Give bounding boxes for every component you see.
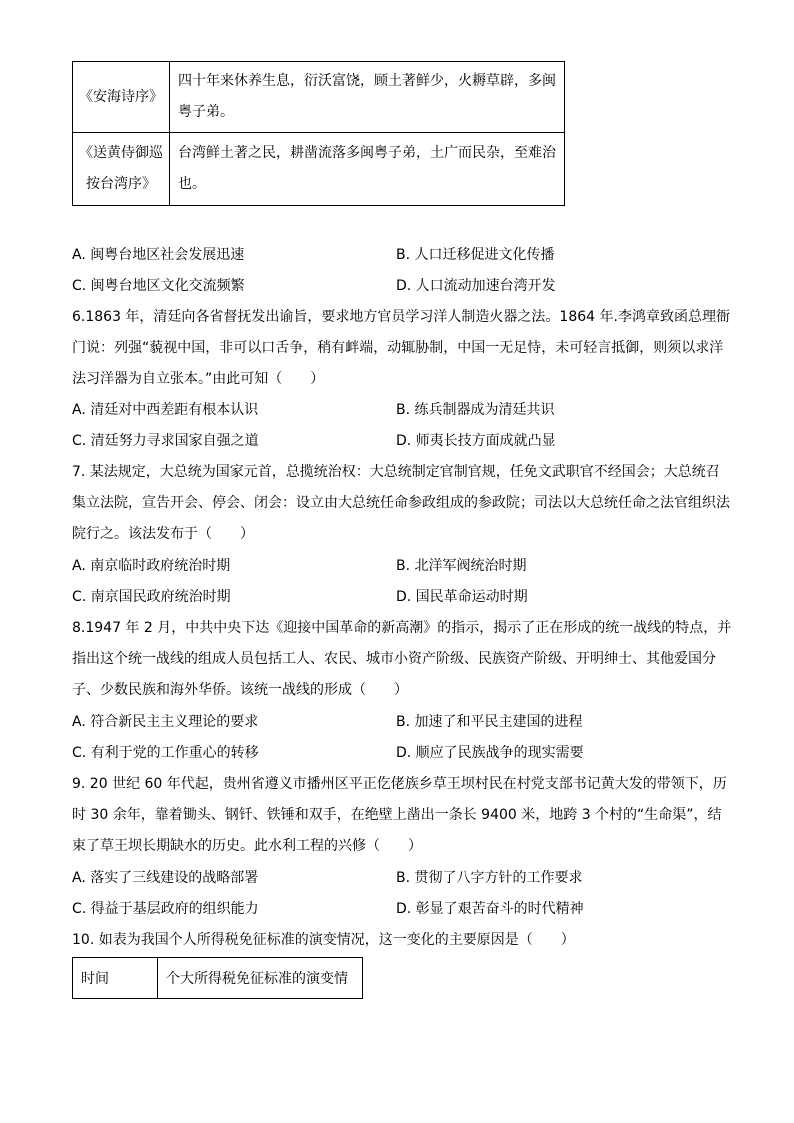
table-row	[73, 62, 565, 133]
q6-option-d[interactable]: D. 师夷长技方面成就凸显	[396, 433, 556, 449]
q9-stem: 9. 20 世纪 60 年代起，贵州省遵义市播州区平正仡佬族乡草王坝村民在村党支部书记黄大发的带领下，历时 30 余年，靠着锄头、钢钎、铁锤和双手，在绝壁上凿出一条长 9400 米，地跨 3 个村的“生命渠”，结束了草王坝长期缺水的历史。此水利工程的兴修（ ）	[72, 776, 727, 854]
option-row	[72, 271, 732, 302]
q5-option-b[interactable]: B. 人口迁移促进文化传播	[396, 247, 555, 263]
q10-stem: 10. 如表为我国个人所得税免征标准的演变情况，这一变化的主要原因是（ ）	[72, 932, 575, 948]
option-row	[72, 395, 732, 426]
q7-options	[72, 551, 732, 613]
option-row	[72, 894, 732, 925]
text-cell: 四十年来休养生息，衍沃富饶，顾土著鲜少，火耨草辟，多闽粤子弟。	[170, 62, 565, 133]
q7-option-b[interactable]: B. 北洋军阀统治时期	[396, 558, 527, 574]
q8-option-c[interactable]: C. 有利于党的工作重心的转移	[72, 745, 259, 761]
q5-option-d[interactable]: D. 人口流动加速台湾开发	[396, 278, 556, 294]
column-header-standard: 个大所得税免征标准的演变情	[158, 958, 363, 999]
q6-option-c[interactable]: C. 清廷努力寻求国家自强之道	[72, 433, 259, 449]
q6-option-b[interactable]: B. 练兵制器成为清廷共识	[396, 402, 555, 418]
q5-option-a[interactable]: A. 闽粤台地区社会发展迅速	[72, 247, 245, 263]
q9-option-d[interactable]: D. 彰显了艰苦奋斗的时代精神	[396, 901, 584, 917]
q8-option-d[interactable]: D. 顺应了民族战争的现实需要	[396, 745, 584, 761]
option-row	[72, 863, 732, 894]
q6-stem: 6.1863 年，清廷向各省督抚发出谕旨，要求地方官员学习洋人制造火器之法。1864 年.李鸿章致函总理衙门说：列强“藐视中国，非可以口舌争，稍有衅端，动辄胁制，中国一无足恃，未可轻言抵御，则须以求洋法习洋器为自立张本。”由此可知（ ）	[72, 309, 730, 387]
q7-stem: 7. 某法规定，大总统为国家元首，总揽统治权：大总统制定官制官规，任免文武职官不经国会；大总统召集立法院，宣告开会、停会、闭会：设立由大总统任命参政组成的参政院；司法以大总统任命之法官组织法院行之。该法发布于（ ）	[72, 464, 730, 542]
option-row	[72, 240, 732, 271]
q6-option-a[interactable]: A. 清廷对中西差距有根本认识	[72, 402, 259, 418]
text-cell: 台湾鲜土著之民，耕凿流落多闽粤子弟，土广而民杂，至难治也。	[170, 133, 565, 206]
tax-table	[72, 957, 363, 999]
q9-option-c[interactable]: C. 得益于基层政府的组织能力	[72, 901, 259, 917]
table-row	[73, 133, 565, 206]
q7-option-d[interactable]: D. 国民革命运动时期	[396, 589, 528, 605]
q5-options	[72, 240, 732, 302]
table-header-row	[73, 958, 363, 999]
option-row	[72, 738, 732, 769]
q7-option-a[interactable]: A. 南京临时政府统治时期	[72, 558, 231, 574]
q6-options	[72, 395, 732, 457]
q7-option-c[interactable]: C. 南京国民政府统治时期	[72, 589, 231, 605]
source-cell: 《送黄侍御巡按台湾序》	[73, 133, 170, 206]
column-header-time: 时间	[73, 958, 158, 999]
source-cell: 《安海诗序》	[73, 62, 170, 133]
option-row	[72, 707, 732, 738]
q9-options	[72, 863, 732, 925]
q5-option-c[interactable]: C. 闽粤台地区文化交流频繁	[72, 278, 245, 294]
option-row	[72, 582, 732, 613]
q8-option-b[interactable]: B. 加速了和平民主建国的进程	[396, 714, 583, 730]
q8-options	[72, 707, 732, 769]
quote-table	[72, 61, 565, 206]
q8-stem: 8.1947 年 2 月，中共中央下达《迎接中国革命的新高潮》的指示，揭示了正在形成的统一战线的特点，并指出这个统一战线的组成人员包括工人、农民、城市小资产阶级、民族资产阶级、开明绅士、其他爱国分子、少数民族和海外华侨。该统一战线的形成（ ）	[72, 620, 732, 698]
option-row	[72, 551, 732, 582]
q9-option-a[interactable]: A. 落实了三线建设的战略部署	[72, 870, 259, 886]
option-row	[72, 426, 732, 457]
q8-option-a[interactable]: A. 符合新民主主义理论的要求	[72, 714, 259, 730]
q9-option-b[interactable]: B. 贯彻了八字方针的工作要求	[396, 870, 583, 886]
